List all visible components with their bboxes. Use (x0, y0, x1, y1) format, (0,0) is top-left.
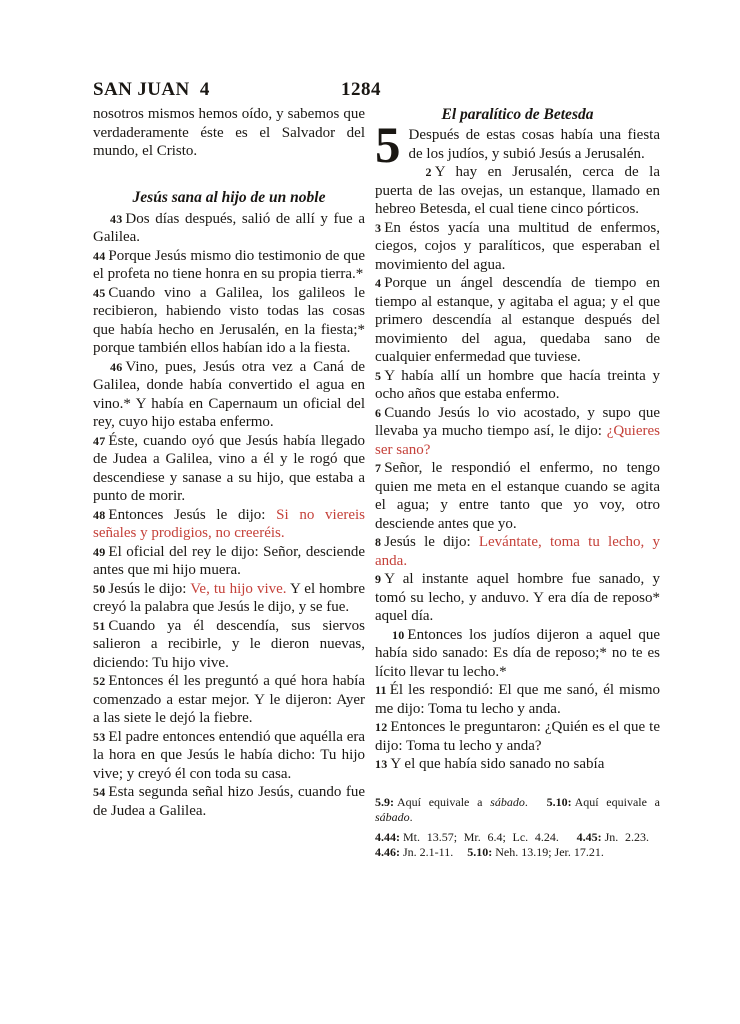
verse-8 (375, 533, 660, 570)
left-verses-block (93, 210, 365, 821)
footnote-equivalence-group (375, 795, 660, 825)
verse-text: Esta segunda señal hizo Jesús, cuando fue de Judea a Galilea. (93, 784, 365, 819)
footnote-item (375, 845, 453, 859)
verse-46 (93, 358, 365, 432)
verse-number: 52 (93, 674, 106, 688)
footnote-crossref-group (375, 830, 660, 860)
verse-text: Y el que había sido sanado no sabía (390, 756, 605, 772)
verse-7 (375, 459, 660, 533)
running-header (93, 79, 660, 101)
footnote-item (375, 795, 528, 809)
footnote-text: . (524, 794, 528, 809)
verse-number: 47 (93, 433, 106, 448)
footnote-item (577, 830, 649, 844)
verse-number: 10 (392, 627, 405, 642)
verse-text: Jesús le dijo: (384, 534, 479, 550)
running-head-book-title: SAN JUAN 4 (93, 79, 210, 100)
verse-52 (93, 672, 365, 728)
verse-text: Jesús le dijo: (108, 580, 191, 597)
verse-text: Porque Jesús mismo dio testimonio de que el profeta no tiene honra en su propia tierra.* (93, 247, 365, 282)
verse-number: 45 (93, 285, 106, 300)
verse-5 (375, 367, 660, 404)
footnote-reference: 5.9: (375, 794, 394, 809)
verse-number: 44 (93, 248, 106, 263)
verse-53 (93, 728, 365, 784)
verse-number: 8 (375, 535, 382, 549)
footnote-item (375, 830, 559, 844)
verse-number: 48 (93, 507, 106, 522)
verse-text: Cuando vino a Galilea, los galileos le recibieron, habiendo visto todas las cosas que había hecho en Jerusalén, en la fiesta;* porque también ellos habían ido a la fiesta. (93, 284, 365, 356)
verse-number: 13 (375, 757, 388, 771)
verse-50 (93, 580, 365, 617)
verse-text: Entonces los judíos dijeron a aquel que había sido sanado: Es día de reposo;* no te es lícito llevar tu lecho.* (375, 626, 660, 680)
page-number: 1284 (341, 79, 381, 100)
footnote-text: sábado (490, 794, 525, 809)
red-letter-text: Ve, tu hijo vive. (190, 580, 287, 597)
verse-number: 50 (93, 581, 106, 596)
verse-number: 46 (110, 359, 123, 374)
footnote-text: Jn. 2.23. (604, 829, 650, 844)
text-columns (93, 105, 660, 865)
verse-continuation-paragraph: nosotros mismos hemos oído, y sabemos que verdaderamente éste es el Salvador del mundo, el Cristo. (93, 106, 365, 159)
verse-number: 4 (375, 276, 382, 290)
verse-9 (375, 570, 660, 626)
verse-4 (375, 274, 660, 367)
verse-number: 3 (375, 220, 382, 235)
verse-number: 2 (425, 165, 432, 179)
verse-text: En éstos yacía una multitud de enfermos, ciegos, cojos y paralíticos, que esperaban el movimiento del agua. (375, 219, 660, 273)
verse-51 (93, 617, 365, 673)
verse-6 (375, 404, 660, 460)
verse-number: 53 (93, 729, 106, 744)
verse-text: Y al instante aquel hombre fue sanado, y tomó su lecho, y anduvo. Y era día de reposo* aquel día. (375, 571, 660, 624)
footnote-text: Aquí equivale a (574, 794, 660, 809)
footnote-reference: 5.10: (467, 844, 493, 859)
verse-number: 6 (375, 405, 382, 420)
verse-text: Entonces él les preguntó a qué hora había comenzado a estar mejor. Y le dijeron: Ayer a las siete le dejó la fiebre. (93, 673, 365, 726)
verse-text: Vino, pues, Jesús otra vez a Caná de Galilea, donde había convertido el agua en vino.* Y había en Capernaum un oficial del rey, cuyo hijo estaba enfermo. (93, 358, 365, 430)
verse-text: Entonces le preguntaron: ¿Quién es el que te dijo: Toma tu lecho y anda? (375, 719, 660, 754)
red-letter-text: ¿Quieres ser sano? (375, 423, 660, 458)
verse-49 (93, 543, 365, 580)
verse-number: 7 (375, 461, 382, 475)
verse-text: Él les respondió: El que me sanó, él mismo me dijo: Toma tu lecho y anda. (375, 682, 660, 717)
verse-text: Cuando ya él descendía, sus siervos salieron a recibirle, y le dieron nuevas, diciendo: Tu hijo vive. (93, 617, 365, 671)
verse-47 (93, 432, 365, 506)
left-column (93, 105, 365, 820)
verse-text: Entonces Jesús le dijo: (108, 506, 277, 523)
verse-text: Y hay en Jerusalén, cerca de la puerta de las ovejas, un estanque, llamado en hebreo Betesda, el cual tiene cinco pórticos. (375, 164, 660, 217)
verse-number: 11 (375, 683, 387, 697)
footnote-reference: 5.10: (546, 794, 572, 809)
verse-number: 54 (93, 785, 106, 799)
footnotes-block (375, 795, 660, 860)
verse-10 (375, 626, 660, 682)
verse-number: 12 (375, 720, 388, 734)
verse-number: 43 (110, 211, 123, 226)
verse-text: Cuando Jesús lo vio acostado, y supo que llevaba ya mucho tiempo así, le dijo: (375, 404, 660, 439)
verse-text: El padre entonces entendió que aquélla era la hora en que Jesús le había dicho: Tu hijo vive; y creyó él con toda su casa. (93, 728, 365, 782)
footnote-text: Jn. 2.1-11. (403, 844, 454, 859)
section-heading-jesus-sana: Jesús sana al hijo de un noble (132, 188, 326, 206)
verse-5-1 (375, 118, 660, 174)
verse-text: Y el hombre creyó la palabra que Jesús le dijo, y se fue. (93, 580, 365, 615)
footnote-reference: 4.44: (375, 829, 400, 844)
footnote-text: . (409, 809, 413, 824)
verse-45 (93, 284, 365, 358)
verse-3 (375, 219, 660, 275)
verse-text: Dos días después, salió de allí y fue a Galilea. (93, 210, 365, 245)
verse-43 (93, 210, 365, 247)
footnote-item (467, 845, 604, 859)
verse-text: Después de estas cosas había una fiesta de los judíos, y subió Jesús a Jerusalén. (408, 127, 660, 162)
verse-13 (375, 755, 660, 774)
footnote-reference: 4.45: (576, 829, 602, 844)
verse-2 (375, 163, 660, 219)
section-heading-paralitico: El paralítico de Betesda (441, 106, 594, 123)
verse-text: Porque un ángel descendía de tiempo en tiempo al estanque, y agitaba el agua; y el que primero descendía al estanque después del movimiento del agua, quedaba sano de cualquier enfermedad que tuviese. (375, 275, 660, 365)
verse-text: Éste, cuando oyó que Jesús había llegado de Judea a Galilea, vino a él y le rogó que descendiese y sanase a su hijo, que estaba a punto de morir. (93, 432, 365, 504)
footnote-text: Aquí equivale a (397, 794, 491, 809)
footnote-text: Mt. 13.57; Mr. 6.4; Lc. 4.24. (403, 829, 559, 844)
verse-number: 51 (93, 618, 106, 633)
verse-48 (93, 506, 365, 543)
verse-number: 49 (93, 544, 106, 559)
verse-11 (375, 681, 660, 718)
red-letter-text: Levántate, toma tu lecho, y anda. (375, 534, 660, 569)
verse-54 (93, 783, 365, 820)
footnote-reference: 4.46: (375, 844, 400, 859)
verse-text: Y había allí un hombre que hacía treinta y ocho años que estaba enfermo. (375, 367, 660, 402)
right-column (375, 105, 660, 865)
footnote-text: Neh. 13.19; Jer. 17.21. (495, 844, 604, 859)
right-verses-block (375, 118, 660, 774)
verse-44 (93, 247, 365, 284)
verse-text: Señor, le respondió el enfermo, no tengo quien me meta en el estanque cuando se agita el agua; y entre tanto que yo voy, otro desciende antes que yo. (375, 460, 660, 532)
verse-text: El oficial del rey le dijo: Señor, desciende antes que mi hijo muera. (93, 543, 365, 578)
verse-number: 5 (375, 368, 382, 383)
footnote-text: sábado (375, 809, 410, 824)
verse-number: 9 (375, 572, 382, 586)
chapter-number-dropcap: 5 (375, 118, 401, 174)
red-letter-text: Si no viereis señales y prodigios, no creeréis. (93, 506, 366, 541)
verse-12 (375, 718, 660, 755)
